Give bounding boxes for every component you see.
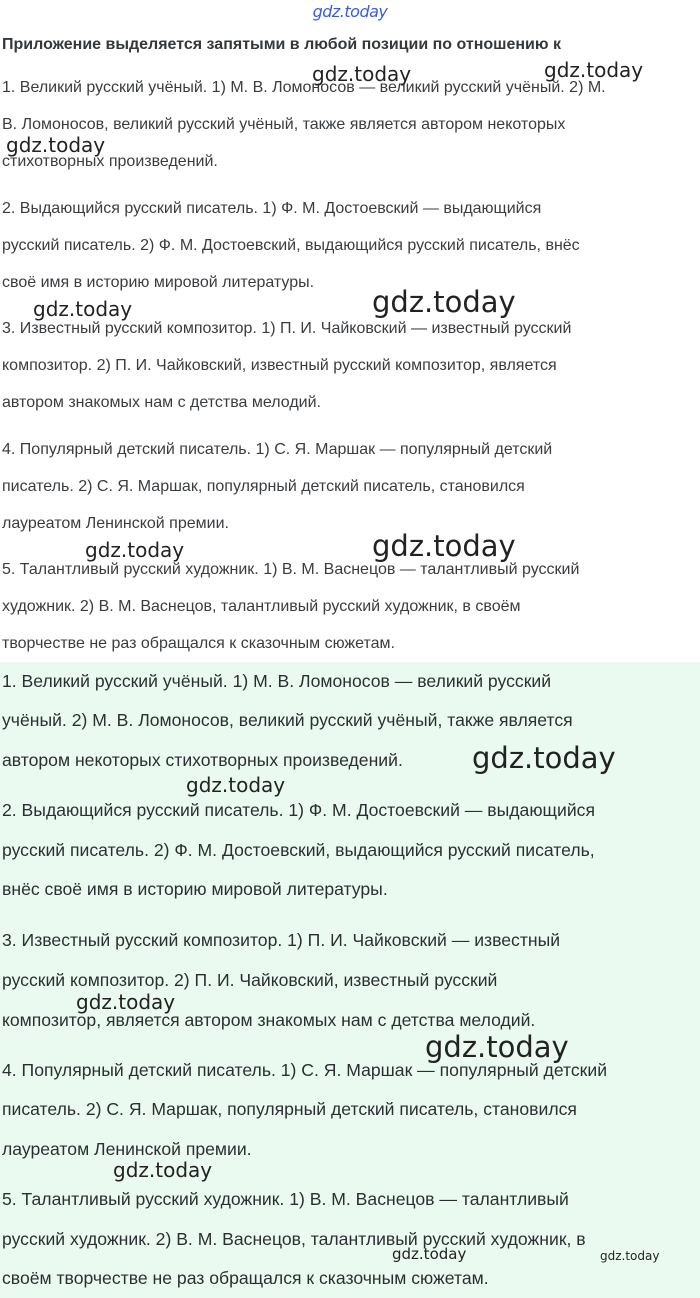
answer-1-line-13: 5. Талантливый русский художник. 1) В. М. Васнецов — талантливый русский [2, 561, 580, 578]
answer-1-line-10: 4. Популярный детский писатель. 1) С. Я. Маршак — популярный детский [2, 441, 553, 458]
answer-1-line-3: стихотворных произведений. [2, 153, 218, 170]
watermark: gdz.today [600, 1249, 660, 1263]
answer-1-line-8: композитор. 2) П. И. Чайковский, известный русский композитор, является [2, 357, 557, 374]
watermark: gdz.today [312, 62, 412, 86]
answer-1-line-7: 3. Известный русский композитор. 1) П. И. Чайковский — известный русский [2, 320, 572, 337]
answer-2-line-4: 2. Выдающийся русский писатель. 1) Ф. М. Достоевский — выдающийся [2, 800, 595, 820]
answer-2-line-15: своём творчестве не раз обращался к сказочным сюжетам. [2, 1268, 489, 1288]
watermark: gdz.today [392, 1245, 467, 1263]
answer-2-line-13: 5. Талантливый русский художник. 1) В. М. Васнецов — талантливый [2, 1189, 569, 1209]
watermark: gdz.today [425, 1030, 569, 1064]
answer-1-line-2: В. Ломоносов, великий русский учёный, также является автором некоторых [2, 116, 566, 133]
answer-2-line-7: 3. Известный русский композитор. 1) П. И. Чайковский — известный [2, 930, 561, 950]
answer-1-line-9: автором знакомых нам с детства мелодий. [2, 394, 321, 411]
answer-2-line-8: русский композитор. 2) П. И. Чайковский, известный русский [2, 970, 498, 990]
answer-2-line-11: писатель. 2) С. Я. Маршак, популярный детский писатель, становился [2, 1099, 577, 1119]
answer-2-line-2: учёный. 2) М. В. Ломоносов, великий русский учёный, также является [2, 710, 573, 730]
answer-1-line-14: художник. 2) В. М. Васнецов, талантливый русский художник, в своём [2, 598, 521, 615]
answer-2-line-6: внёс своё имя в историю мировой литературы. [2, 879, 388, 899]
answer-1-line-6: своё имя в историю мировой литературы. [2, 274, 315, 291]
watermark: gdz.today [186, 773, 286, 797]
answer-2-line-5: русский писатель. 2) Ф. М. Достоевский, выдающийся русский писатель, [2, 840, 595, 860]
answer-2-line-14: русский художник. 2) В. М. Васнецов, талантливый русский художник, в [2, 1229, 586, 1249]
answer-image-1 [0, 32, 700, 662]
watermark: gdz.today [6, 133, 106, 157]
watermark: gdz.today [372, 529, 516, 563]
answer-1-line-4: 2. Выдающийся русский писатель. 1) Ф. М. Достоевский — выдающийся [2, 200, 542, 217]
watermark: gdz.today [472, 741, 616, 775]
answer-1-line-12: лауреатом Ленинской премии. [2, 515, 229, 532]
watermark: gdz.today [85, 538, 185, 562]
answer-2-line-3: автором некоторых стихотворных произведений. [2, 750, 403, 770]
answer-1-line-11: писатель. 2) С. Я. Маршак, популярный детский писатель, становился [2, 478, 525, 495]
watermark: gdz.today [544, 58, 644, 82]
watermark: gdz.today [33, 297, 133, 321]
rule-heading: Приложение выделяется запятыми в любой позиции по отношению к [2, 36, 561, 53]
answer-2-line-1: 1. Великий русский учёный. 1) М. В. Ломоносов — великий русский [2, 671, 552, 691]
watermark: gdz.today [113, 1158, 213, 1182]
answer-1-line-5: русский писатель. 2) Ф. М. Достоевский, выдающийся русский писатель, внёс [2, 237, 580, 254]
answer-1-line-1: 1. Великий русский учёный. 1) М. В. Ломоносов — великий русский учёный. 2) М. [2, 79, 606, 96]
answer-image-2 [0, 662, 700, 1298]
answer-1-line-15: творчестве не раз обращался к сказочным сюжетам. [2, 635, 395, 652]
site-logo[interactable]: gdz.today [312, 2, 388, 21]
answer-2-line-9: композитор, является автором знакомых нам с детства мелодий. [2, 1010, 536, 1030]
watermark: gdz.today [76, 990, 176, 1014]
watermark: gdz.today [372, 285, 516, 319]
answer-2-line-10: 4. Популярный детский писатель. 1) С. Я. Маршак — популярный детский [2, 1060, 608, 1080]
answer-2-line-12: лауреатом Ленинской премии. [2, 1139, 252, 1159]
